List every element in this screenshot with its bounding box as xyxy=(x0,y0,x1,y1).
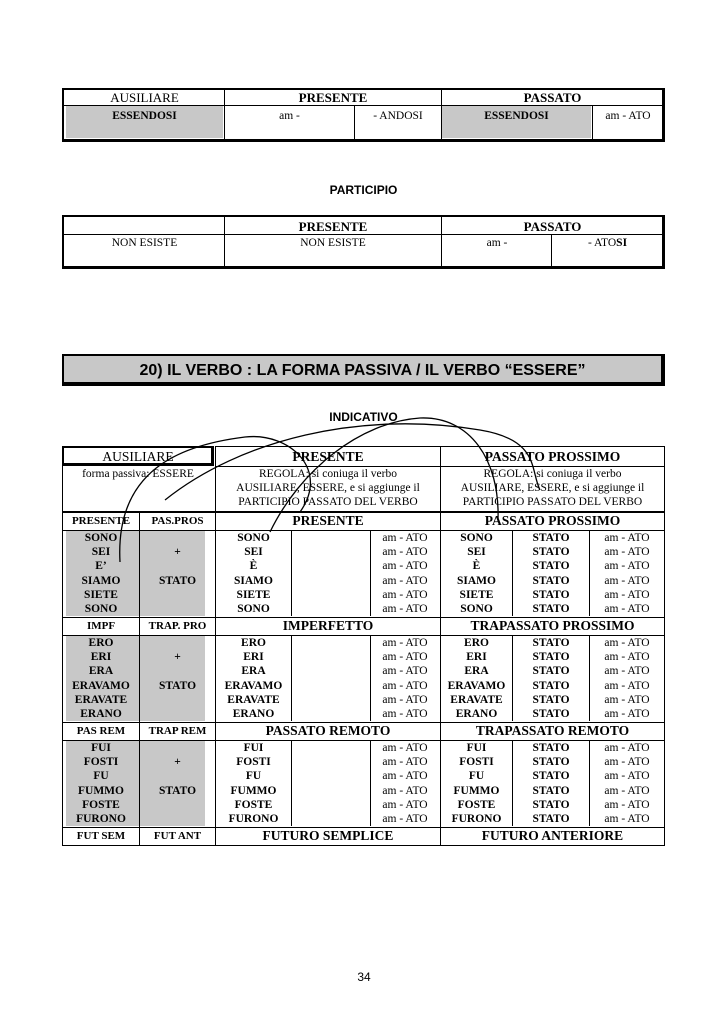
aux-form: FURONO xyxy=(76,813,126,825)
stato-label: STATO xyxy=(158,679,197,692)
passive-aux-form: ERANO xyxy=(232,708,275,720)
plus-sign: + xyxy=(174,546,181,559)
plus-sign: + xyxy=(174,756,181,769)
compound-stato: STATO xyxy=(532,693,570,706)
compound-suffix: am - ATO xyxy=(604,560,650,573)
compound-stato: STATO xyxy=(532,679,570,692)
passive-suffix: am - ATO xyxy=(382,637,428,649)
compound-aux-form: FURONO xyxy=(451,813,502,825)
compound-aux-form: ERA xyxy=(464,665,489,678)
passive-aux-form: ERA xyxy=(241,665,266,678)
regola-1-right: REGOLA: si coniuga il verbo xyxy=(483,468,622,480)
mid-tense-title: FUTURO SEMPLICE xyxy=(262,828,394,843)
compound-aux-form: SONO xyxy=(460,603,493,615)
compound-aux-form: ERANO xyxy=(455,708,498,720)
compound-stato: STATO xyxy=(532,798,570,811)
compound-stato: STATO xyxy=(532,603,570,615)
passive-aux-form: SIETE xyxy=(236,588,271,601)
regola-3-mid: PARTICIPIO PASSATO DEL VERBO xyxy=(238,496,418,508)
passive-aux-form: ERAVATE xyxy=(227,693,280,706)
compound-stato: STATO xyxy=(532,637,570,649)
compound-stato: STATO xyxy=(532,532,570,544)
non-esiste-mid: NON ESISTE xyxy=(300,237,366,249)
indicativo-title: INDICATIVO xyxy=(329,410,398,424)
am-prefix: am - xyxy=(279,110,300,122)
compound-suffix: am - ATO xyxy=(604,784,650,797)
passive-aux-form: ERI xyxy=(243,651,264,664)
compound-stato: STATO xyxy=(532,546,570,559)
passive-suffix: am - ATO xyxy=(382,546,428,559)
passive-suffix: am - ATO xyxy=(382,532,428,544)
regola-3-right: PARTICIPIO PASSATO DEL VERBO xyxy=(462,496,643,508)
ausiliare-header: AUSILIARE xyxy=(110,90,179,105)
compound-aux-form: ERAVATE xyxy=(450,693,503,706)
passive-suffix: am - ATO xyxy=(382,798,428,811)
stato-label: STATO xyxy=(158,574,197,587)
aux-form: FOSTE xyxy=(82,798,120,811)
aux-form: SEI xyxy=(91,546,111,559)
compound-aux-form: FOSTI xyxy=(459,756,494,769)
compound-suffix: am - ATO xyxy=(604,770,650,783)
compound-suffix: am - ATO xyxy=(604,813,650,825)
aux-form: E’ xyxy=(95,560,107,573)
right-tense-title: PASSATO PROSSIMO xyxy=(484,513,621,528)
compound-suffix: am - ATO xyxy=(604,679,650,692)
essendosi-left: ESSENDOSI xyxy=(112,110,177,122)
compound-aux-form: SIETE xyxy=(459,588,494,601)
passive-aux-form: ERAVAMO xyxy=(224,679,283,692)
aux-form: SIETE xyxy=(84,588,118,601)
left-tense-b: FUT ANT xyxy=(153,830,202,842)
passive-aux-form: SONO xyxy=(237,603,270,615)
andosi-suffix: - ANDOSI xyxy=(373,110,423,122)
passive-aux-form: FUI xyxy=(243,742,264,754)
non-esiste-left: NON ESISTE xyxy=(111,237,178,249)
aux-form: FUI xyxy=(91,742,111,754)
page-number: 34 xyxy=(357,970,371,984)
aux-form: SIAMO xyxy=(81,574,121,587)
passive-aux-form: SEI xyxy=(244,546,263,559)
passive-suffix: am - ATO xyxy=(382,784,428,797)
compound-stato: STATO xyxy=(532,813,570,825)
compound-stato: STATO xyxy=(532,665,570,678)
passive-aux-form: FUMMO xyxy=(230,784,277,797)
compound-stato: STATO xyxy=(532,560,570,573)
passive-aux-form: ERO xyxy=(241,637,266,649)
compound-stato: STATO xyxy=(532,784,570,797)
participio-suffix: - ATOSI xyxy=(587,237,628,249)
compound-aux-form: FU xyxy=(468,770,485,783)
passive-suffix: am - ATO xyxy=(382,679,428,692)
participio-presente-header: PRESENTE xyxy=(298,219,368,234)
passive-suffix: am - ATO xyxy=(382,756,428,769)
compound-suffix: am - ATO xyxy=(604,742,650,754)
passato-header: PASSATO xyxy=(523,90,582,105)
left-tense-a: PRESENTE xyxy=(71,515,131,527)
essendosi-right: ESSENDOSI xyxy=(484,110,549,122)
passive-aux-form: SIAMO xyxy=(234,574,273,587)
regola-1-mid: REGOLA: si coniuga il verbo xyxy=(259,468,397,480)
compound-aux-form: È xyxy=(472,560,481,573)
passive-suffix: am - ATO xyxy=(382,770,428,783)
aux-form: FOSTI xyxy=(83,756,119,769)
aux-form: SONO xyxy=(84,532,118,544)
left-tense-b: TRAP. PRO xyxy=(148,620,207,632)
left-tense-a: IMPF xyxy=(86,620,116,632)
aux-form: ERAVAMO xyxy=(72,679,130,692)
mid-tense-title: PASSATO REMOTO xyxy=(265,723,391,738)
aux-form: ERANO xyxy=(80,708,122,720)
compound-aux-form: ERAVAMO xyxy=(447,679,506,692)
indicativo-ausiliare: AUSILIARE xyxy=(102,449,174,464)
compound-aux-form: SIAMO xyxy=(457,574,496,587)
aux-form: ERAVATE xyxy=(74,693,128,706)
left-tense-a: PAS REM xyxy=(76,725,126,737)
passive-suffix: am - ATO xyxy=(382,693,428,706)
participio-title: PARTICIPIO xyxy=(329,183,398,197)
passive-aux-form: FOSTE xyxy=(234,798,273,811)
participio-passato-header: PASSATO xyxy=(523,219,582,234)
right-tense-title: FUTURO ANTERIORE xyxy=(481,828,624,843)
compound-suffix: am - ATO xyxy=(604,574,650,587)
passive-suffix: am - ATO xyxy=(382,574,428,587)
passive-suffix: am - ATO xyxy=(382,651,428,664)
mid-tense-title: PRESENTE xyxy=(292,513,364,528)
compound-stato: STATO xyxy=(532,770,570,783)
section-title: 20) IL VERBO : LA FORMA PASSIVA / IL VERBO “ESSERE” xyxy=(139,362,586,379)
aux-form: FUMMO xyxy=(78,784,124,797)
compound-aux-form: FUI xyxy=(466,742,487,754)
am-ato: am - ATO xyxy=(605,110,651,122)
stato-label: STATO xyxy=(158,784,197,797)
compound-suffix: am - ATO xyxy=(604,665,650,678)
passive-aux-form: FU xyxy=(245,770,262,783)
right-tense-title: TRAPASSATO REMOTO xyxy=(475,723,630,738)
aux-form: ERO xyxy=(88,637,114,649)
compound-suffix: am - ATO xyxy=(604,693,650,706)
aux-form: ERI xyxy=(90,651,112,664)
compound-suffix: am - ATO xyxy=(604,588,650,601)
compound-suffix: am - ATO xyxy=(604,546,650,559)
compound-suffix: am - ATO xyxy=(604,532,650,544)
compound-aux-form: ERO xyxy=(464,637,489,649)
compound-suffix: am - ATO xyxy=(604,637,650,649)
compound-suffix: am - ATO xyxy=(604,798,650,811)
passive-suffix: am - ATO xyxy=(382,708,428,720)
left-tense-a: FUT SEM xyxy=(76,830,126,842)
compound-suffix: am - ATO xyxy=(604,756,650,769)
compound-stato: STATO xyxy=(532,574,570,587)
participio-am: am - xyxy=(486,237,508,249)
presente-header: PRESENTE xyxy=(298,90,368,105)
mid-tense-title: IMPERFETTO xyxy=(282,618,374,633)
compound-stato: STATO xyxy=(532,588,570,601)
compound-aux-form: FOSTE xyxy=(457,798,496,811)
passive-aux-form: È xyxy=(249,560,258,573)
passive-suffix: am - ATO xyxy=(382,665,428,678)
passive-aux-form: SONO xyxy=(237,532,270,544)
passive-suffix: am - ATO xyxy=(382,588,428,601)
left-tense-b: PAS.PROS xyxy=(151,515,204,527)
compound-stato: STATO xyxy=(532,742,570,754)
compound-stato: STATO xyxy=(532,708,570,720)
passive-aux-form: FOSTI xyxy=(236,756,271,769)
compound-aux-form: FUMMO xyxy=(453,784,500,797)
left-tense-b: TRAP REM xyxy=(148,725,207,737)
compound-suffix: am - ATO xyxy=(604,603,650,615)
compound-stato: STATO xyxy=(532,756,570,769)
compound-aux-form: ERI xyxy=(466,651,487,664)
passive-suffix: am - ATO xyxy=(382,560,428,573)
aux-form: FU xyxy=(93,770,109,783)
compound-suffix: am - ATO xyxy=(604,651,650,664)
compound-aux-form: SONO xyxy=(460,532,493,544)
plus-sign: + xyxy=(174,651,181,664)
regola-2-right: AUSILIARE, ESSERE, e si aggiunge il xyxy=(460,482,645,494)
head-passato-prossimo: PASSATO PROSSIMO xyxy=(484,449,621,464)
compound-suffix: am - ATO xyxy=(604,708,650,720)
passive-suffix: am - ATO xyxy=(382,742,428,754)
passive-aux-form: FURONO xyxy=(228,813,279,825)
aux-form: ERA xyxy=(88,665,114,678)
passive-suffix: am - ATO xyxy=(382,813,428,825)
passive-suffix: am - ATO xyxy=(382,603,428,615)
right-tense-title: TRAPASSATO PROSSIMO xyxy=(470,618,635,633)
aux-form: SONO xyxy=(84,603,118,615)
compound-aux-form: SEI xyxy=(467,546,486,559)
compound-stato: STATO xyxy=(532,651,570,664)
head-presente: PRESENTE xyxy=(292,449,364,464)
forma-passiva: forma passiva: ESSERE xyxy=(82,468,194,480)
regola-2-mid: AUSILIARE, ESSERE, e si aggiunge il xyxy=(236,482,420,494)
